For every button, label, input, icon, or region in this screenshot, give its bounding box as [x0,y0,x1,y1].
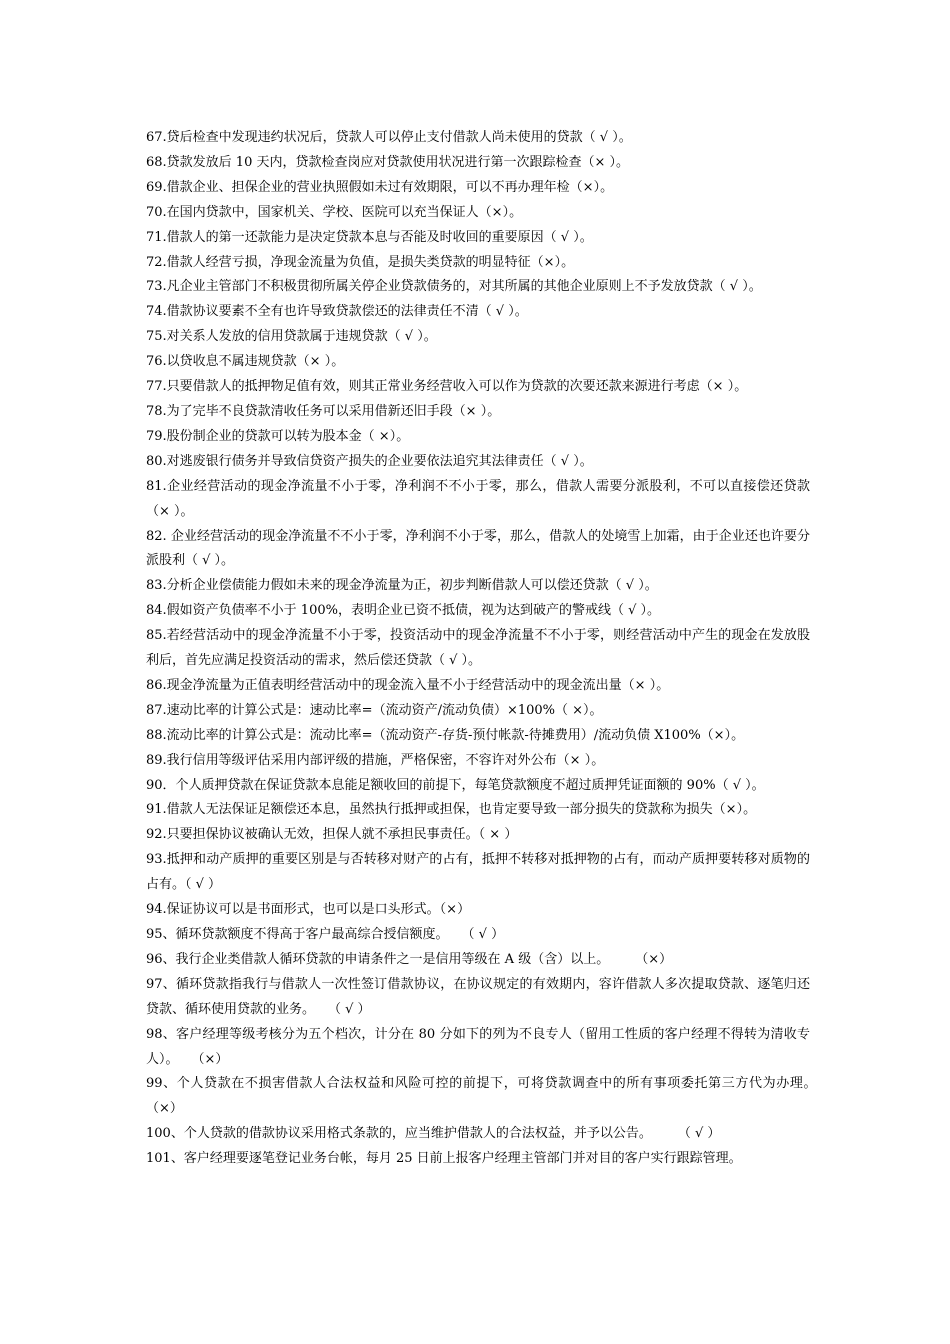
question-item-82: 82. 企业经营活动的现金净流量不不小于零，净利润不小于零，那么，借款人的处境雪上加霜，由于企业还也许要分派股利（ √ ）。 [146,528,810,569]
question-item-83: 83.分析企业偿债能力假如未来的现金净流量为正，初步判断借款人可以偿还贷款（ √ ）。 [146,578,658,594]
question-item-67: 67.贷后检查中发现违约状况后，贷款人可以停止支付借款人尚未使用的贷款（ √ ）。 [146,130,632,145]
question-item-76: 76.以贷收息不属违规贷款（× ）。 [146,354,345,370]
question-item-99: 99、个人贷款在不损害借款人合法权益和风险可控的前提下，可将贷款调查中的所有事项委托第三方代为办理。 （×） [146,1076,824,1117]
question-item-85: 85.若经营活动中的现金净流量不小于零，投资活动中的现金净流量不不小于零，则经营活动中产生的现金在发放股利后，首先应满足投资活动的需求，然后偿还贷款（ √ ）。 [146,628,810,669]
question-item-77: 77.只要借款人的抵押物足值有效，则其正常业务经营收入可以作为贷款的次要还款来源进行考虑（× ）。 [146,379,748,395]
question-item-89: 89.我行信用等级评估采用内部评级的措施，严格保密，不容许对外公布（× ）。 [146,752,605,768]
question-item-93: 93.抵押和动产质押的重要区别是与否转移对财产的占有，抵押不转移对抵押物的占有，而动产质押要转移对质物的占有。（ √ ） [146,852,810,893]
question-item-96: 96、我行企业类借款人循环贷款的申请条件之一是信用等级在 A 级（含）以上。 （×） [146,951,673,967]
question-item-73: 73.凡企业主管部门不积极贯彻所属关停企业贷款债务的，对其所属的其他企业原则上不予发放贷款（ √ ）。 [146,279,762,295]
question-item-88: 88.流动比率的计算公式是：流动比率=（流动资产-存货-预付帐款-待摊费用）/流动负债 X100%（×）。 [146,727,745,743]
question-item-97: 97、循环贷款指我行与借款人一次性签订借款协议，在协议规定的有效期内，容许借款人多次提取贷款、逐笔归还贷款、循环使用贷款的业务。 （ √ ） [146,976,810,1017]
question-item-100: 100、个人贷款的借款协议采用格式条款的，应当维护借款人的合法权益，并予以公告。 （ √ ） [146,1126,721,1142]
question-item-68: 68.贷款发放后 10 天内，贷款检查岗应对贷款使用状况进行第一次跟踪检查（× ）。 [146,154,630,170]
question-item-79: 79.股份制企业的贷款可以转为股本金（ ×）。 [146,428,410,444]
question-item-101: 101、客户经理要逐笔登记业务台帐，每月 25 日前上报客户经理主管部门并对目的客户实行跟踪管理。 [146,1151,742,1167]
question-item-94: 94.保证协议可以是书面形式，也可以是口头形式。（×） [146,902,471,918]
question-item-74: 74.借款协议要素不全有也许导致贷款偿还的法律责任不清（ √ ）。 [146,304,528,320]
question-item-98: 98、客户经理等级考核分为五个档次，计分在 80 分如下的列为不良专人（留用工性质的客户经理不得转为清收专人）。 （×） [146,1026,810,1067]
question-item-84: 84.假如资产负债率不小于 100%，表明企业已资不抵债，视为达到破产的警戒线（ √ ）。 [146,603,661,619]
question-item-86: 86.现金净流量为正值表明经营活动中的现金流入量不小于经营活动中的现金流出量（× ）。 [146,677,670,693]
question-item-71: 71.借款人的第一还款能力是决定贷款本息与否能及时收回的重要原因（ √ ）。 [146,229,593,245]
question-item-92: 92.只要担保协议被确认无效，担保人就不承担民事责任。（ × ） [146,827,518,843]
question-item-70: 70.在国内贷款中，国家机关、学校、医院可以充当保证人（×）。 [146,204,523,220]
question-item-87: 87.速动比率的计算公式是：速动比率=（流动资产/流动负债）×100%（ ×）。 [146,702,603,718]
document-body [146,126,824,1172]
question-item-90: 90．个人质押贷款在保证贷款本息能足额收回的前提下，每笔贷款额度不超过质押凭证面额的 90%（ √ ）。 [146,777,765,793]
question-item-91: 91.借款人无法保证足额偿还本息，虽然执行抵押或担保，也肯定要导致一部分损失的贷款称为损失（×）。 [146,802,757,818]
question-item-72: 72.借款人经营亏损，净现金流量为负值，是损失类贷款的明显特征（×）。 [146,254,575,270]
question-item-81: 81.企业经营活动的现金净流量不小于零，净利润不不小于零，那么，借款人需要分派股利，不可以直接偿还贷款（× ）。 [146,478,810,519]
question-item-78: 78.为了完毕不良贷款清收任务可以采用借新还旧手段（× ）。 [146,403,501,419]
question-item-95: 95、循环贷款额度不得高于客户最高综合授信额度。 （ √ ） [146,927,505,942]
question-item-69: 69.借款企业、担保企业的营业执照假如未过有效期限，可以不再办理年检（×）。 [146,179,614,195]
question-item-75: 75.对关系人发放的信用贷款属于违规贷款（ √ ）。 [146,329,437,345]
question-item-80: 80.对逃废银行债务并导致信贷资产损失的企业要依法追究其法律责任（ √ ）。 [146,453,593,469]
